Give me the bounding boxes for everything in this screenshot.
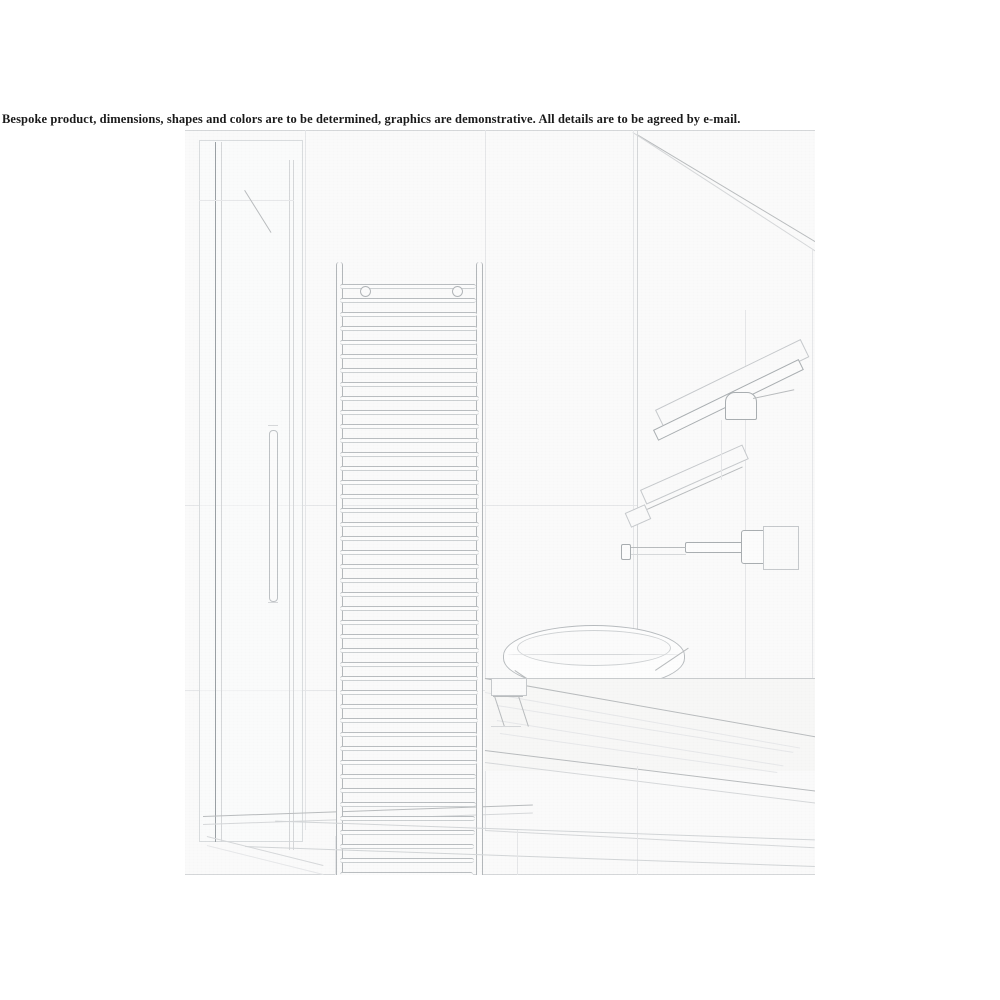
ceiling-top-line [640,130,815,131]
disclaimer-text: Bespoke product, dimensions, shapes and colors are to be determined, graphics are demonstrative. All details are to be agreed by e-mail. [2,112,741,126]
shower-frame-vertical [215,142,216,842]
light-head[interactable] [725,392,757,420]
radiator-bracket-left [360,286,371,297]
shower-handle-bracket-top [268,425,278,426]
product-image [185,130,815,875]
shower-door-handle[interactable] [269,430,278,602]
floor-tile-vertical [517,830,518,875]
tap-spout-extension-2 [626,554,686,555]
cabinet-divider [637,766,638,875]
shower-top-rail [199,200,294,201]
tap-aerator [621,544,631,560]
right-wall-far-edge [812,250,813,750]
tap-wall-plate [763,526,799,570]
shower-frame-vertical-2 [221,142,222,842]
shower-door-edge [289,160,290,850]
backwall-mid-joint [305,130,306,830]
frame-bottom-edge [185,874,815,875]
radiator-bracket-right [452,286,463,297]
shower-door-edge-2 [293,160,294,850]
tap-spout[interactable] [685,542,747,553]
right-wall-corner-line [637,130,638,690]
right-wall-corner-line-2 [633,130,634,690]
counter-accessory-top[interactable] [491,678,527,696]
basin-bowl-shadow [507,654,679,655]
towel-radiator[interactable] [330,262,490,875]
counter-accessory-base [491,726,521,727]
tap-spout-extension [626,547,686,548]
mirror-edge-line [721,420,722,480]
basin-bowl-inner [517,630,671,666]
shower-handle-bracket-bottom [268,602,278,603]
floor-tile-vertical-2 [335,836,336,875]
